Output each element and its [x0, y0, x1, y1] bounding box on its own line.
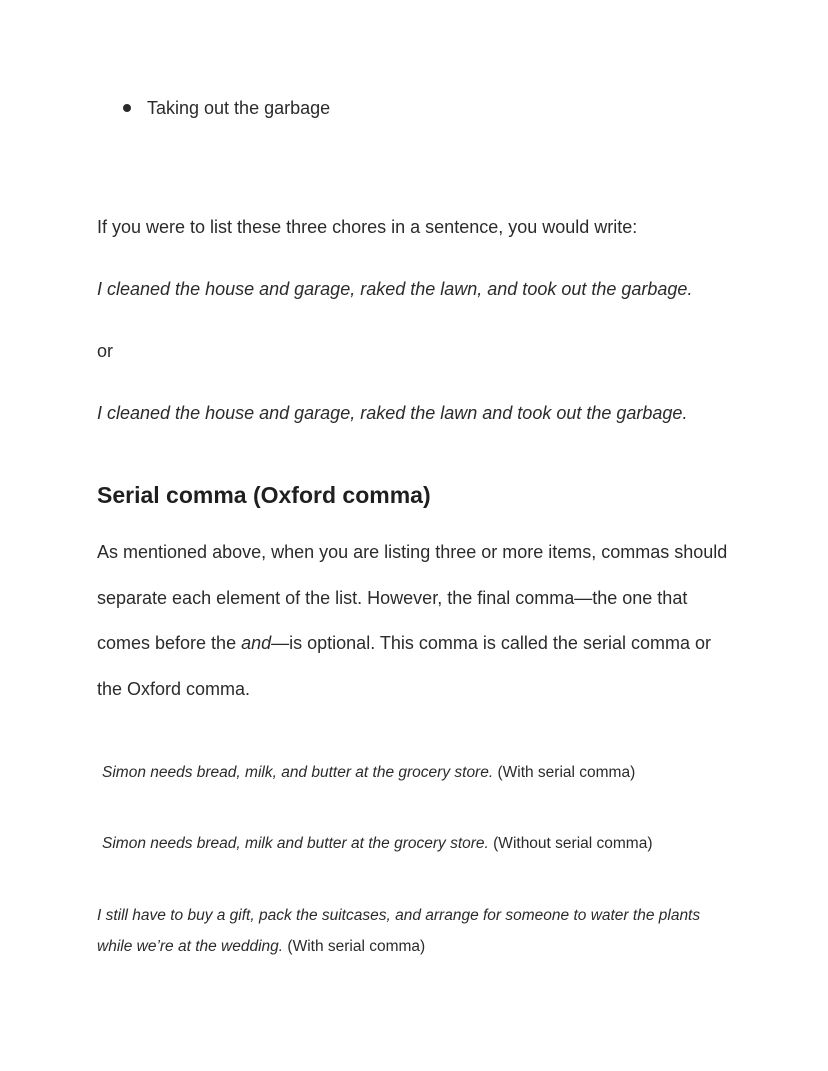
paragraph-text-2: —is optional. This comma is called the serial comma or the Oxford comma. — [97, 633, 711, 700]
example-sentence-a: I cleaned the house and garage, raked the lawn, and took out the garbage. — [97, 279, 693, 299]
example-sentence-b: I cleaned the house and garage, raked the lawn and took out the garbage. — [97, 403, 688, 423]
section-heading: Serial comma (Oxford comma) — [97, 482, 431, 508]
or-text: or — [97, 341, 114, 361]
example-line-3 — [97, 901, 737, 962]
example-note: (Without serial comma) — [488, 835, 653, 852]
intro-text: If you were to list these three chores in a sentence, you would write: — [97, 217, 638, 237]
example-sentence: Simon needs bread, milk, and butter at the grocery store. — [102, 764, 494, 781]
example-sentence: Simon needs bread, milk and butter at the grocery store. — [102, 835, 489, 852]
example-sentence: I still have to buy a gift, pack the suitcases, and arrange for someone to water the plants while we’re at the wedding. — [97, 907, 701, 955]
list-item — [123, 96, 330, 120]
list-item-text: Taking out the garbage — [147, 98, 331, 118]
bullet-icon — [123, 104, 131, 112]
example-note: (With serial comma) — [283, 937, 426, 955]
paragraph-text-1: As mentioned above, when you are listing three or more items, commas should separate each element of the list. However, the final comma—the one that comes before the — [97, 542, 728, 654]
section-paragraph — [97, 530, 737, 713]
paragraph-italic-and: and — [241, 633, 272, 654]
example-line-2 — [102, 834, 653, 854]
example-line-1 — [102, 763, 635, 783]
example-note: (With serial comma) — [493, 764, 636, 781]
